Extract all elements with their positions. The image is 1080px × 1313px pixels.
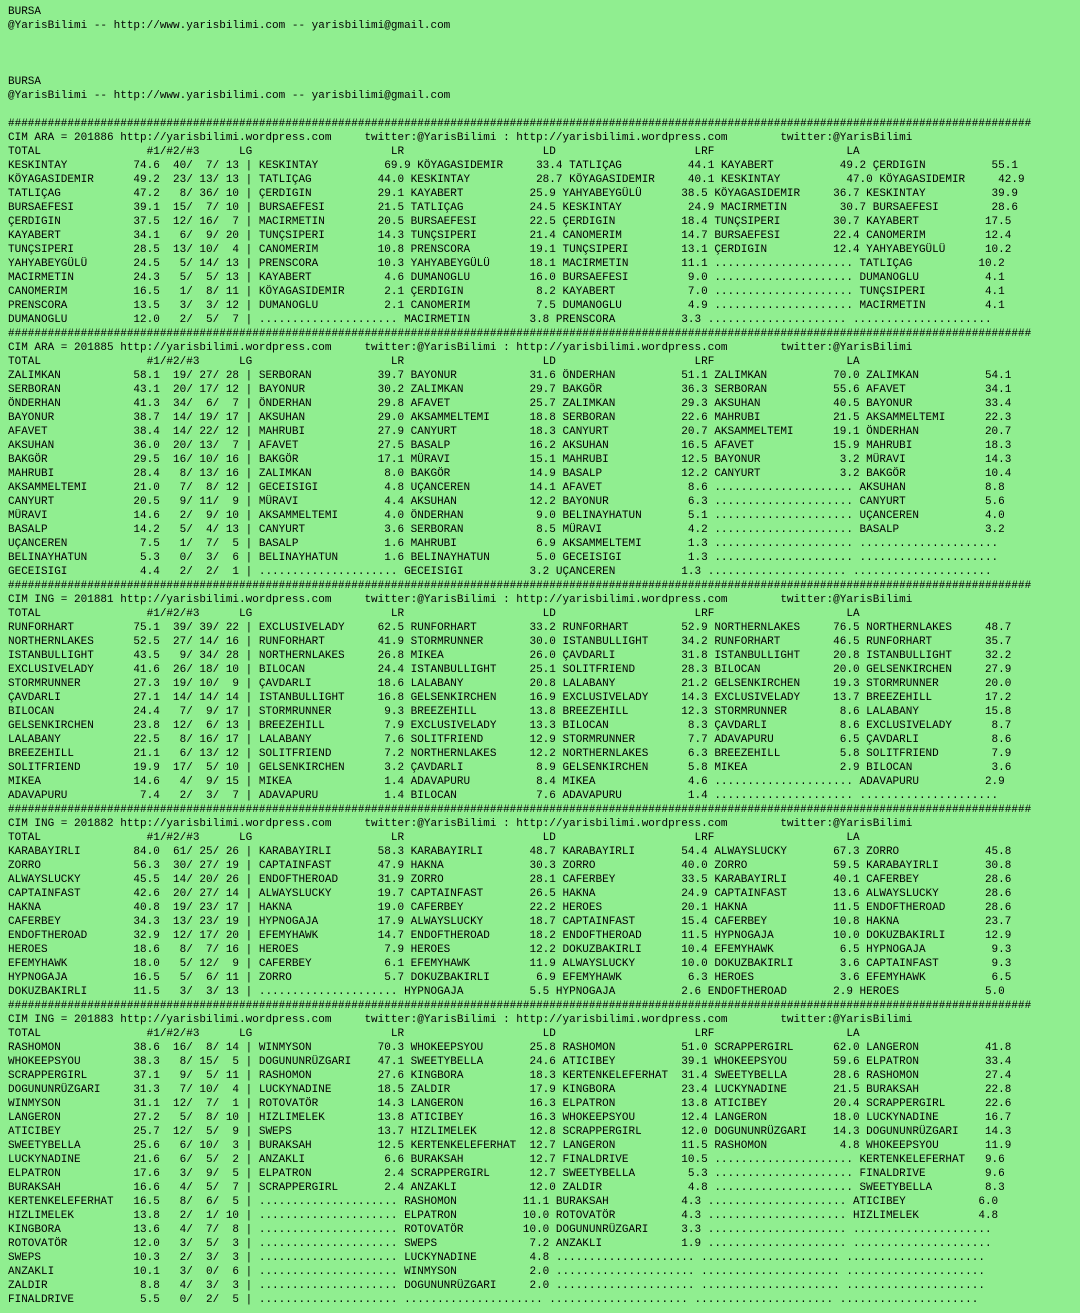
- report-line: AKSUHAN 36.0 20/ 13/ 7 | AFAVET 27.5 BASALP 16.2 AKSUHAN 16.5 AFAVET 15.9 MAHRUBI 18.3: [8, 440, 1012, 452]
- report-line: ANZAKLI 10.1 3/ 0/ 6 | ..................... WINMYSON 2.0 ..................... ..................... .....................: [8, 1266, 985, 1278]
- report-line: AKSAMMELTEMI 21.0 7/ 8/ 12 | GECEISIGI 4.8 UÇANCEREN 14.1 AFAVET 8.6 ..................... AKSUHAN 8.8: [8, 482, 1005, 494]
- report-line: ###########################################################################################################################################################: [8, 118, 1032, 130]
- report-line: EFEMYHAWK 18.0 5/ 12/ 9 | CAFERBEY 6.1 EFEMYHAWK 11.9 ALWAYSLUCKY 10.0 DOKUZBAKIRLI 3.6 CAPTAINFAST 9.3: [8, 958, 1012, 970]
- report-line: BAYONUR 38.7 14/ 19/ 17 | AKSUHAN 29.0 AKSAMMELTEMI 18.8 SERBORAN 22.6 MAHRUBI 21.5 AKSAMMELTEMI 22.3: [8, 412, 1012, 424]
- report-line: TOTAL #1/#2/#3 LG LR LD LRF LA: [8, 146, 860, 158]
- report-line: WINMYSON 31.1 12/ 7/ 1 | ROTOVATÖR 14.3 LANGERON 16.3 ELPATRON 13.8 ATICIBEY 20.4 SCRAPPERGIRL 22.6: [8, 1098, 1012, 1110]
- report-line: SCRAPPERGIRL 37.1 9/ 5/ 11 | RASHOMON 27.6 KINGBORA 18.3 KERTENKELEFERHAT 31.4 SWEETYBELLA 28.6 RASHOMON 27.4: [8, 1070, 1012, 1082]
- report-line: RASHOMON 38.6 16/ 8/ 14 | WINMYSON 70.3 WHOKEEPSYOU 25.8 RASHOMON 51.0 SCRAPPERGIRL 62.0 LANGERON 41.8: [8, 1042, 1012, 1054]
- report-line: SERBORAN 43.1 20/ 17/ 12 | BAYONUR 30.2 ZALIMKAN 29.7 BAKGÖR 36.3 SERBORAN 55.6 AFAVET 34.1: [8, 384, 1012, 396]
- report-line: NORTHERNLAKES 52.5 27/ 14/ 16 | RUNFORHART 41.9 STORMRUNNER 30.0 ISTANBULLIGHT 34.2 RUNFORHART 46.5 RUNFORHART 35.7: [8, 636, 1012, 648]
- report-line: BURAKSAH 16.6 4/ 5/ 7 | SCRAPPERGIRL 2.4 ANZAKLI 12.0 ZALDIR 4.8 ..................... SWEETYBELLA 8.3: [8, 1182, 1005, 1194]
- report-line: HEROES 18.6 8/ 7/ 16 | HEROES 7.9 HEROES 12.2 DOKUZBAKIRLI 10.4 EFEMYHAWK 6.5 HYPNOGAJA 9.3: [8, 944, 1012, 956]
- report-line: LANGERON 27.2 5/ 8/ 10 | HIZLIMELEK 13.8 ATICIBEY 16.3 WHOKEEPSYOU 12.4 LANGERON 18.0 LUCKYNADINE 16.7: [8, 1112, 1012, 1124]
- report-line: HAKNA 40.8 19/ 23/ 17 | HAKNA 19.0 CAFERBEY 22.2 HEROES 20.1 HAKNA 11.5 ENDOFTHEROAD 28.6: [8, 902, 1012, 914]
- report-line: BURSAEFESI 39.1 15/ 7/ 10 | BURSAEFESI 21.5 TATLIÇAG 24.5 KESKINTAY 24.9 MACIRMETIN 30.7 BURSAEFESI 28.6: [8, 202, 1018, 214]
- report-line: BURSA: [8, 76, 42, 88]
- report-line: CANYURT 20.5 9/ 11/ 9 | MÜRAVI 4.4 AKSUHAN 12.2 BAYONUR 6.3 ..................... CANYURT 5.6: [8, 496, 1005, 508]
- report-line: SOLITFRIEND 19.9 17/ 5/ 10 | GELSENKIRCHEN 3.2 ÇAVDARLI 8.9 GELSENKIRCHEN 5.8 MIKEA 2.9 BILOCAN 3.6: [8, 762, 1012, 774]
- report-line: ÖNDERHAN 41.3 34/ 6/ 7 | ÖNDERHAN 29.8 AFAVET 25.7 ZALIMKAN 29.3 AKSUHAN 40.5 BAYONUR 33.4: [8, 398, 1012, 410]
- report-line: TOTAL #1/#2/#3 LG LR LD LRF LA: [8, 832, 860, 844]
- report-line: BAKGÖR 29.5 16/ 10/ 16 | BAKGÖR 17.1 MÜRAVI 15.1 MAHRUBI 12.5 BAYONUR 3.2 MÜRAVI 14.3: [8, 454, 1012, 466]
- report-line: BREEZEHILL 21.1 6/ 13/ 12 | SOLITFRIEND 7.2 NORTHERNLAKES 12.2 NORTHERNLAKES 6.3 BREEZEHILL 5.8 SOLITFRIEND 7.9: [8, 748, 1012, 760]
- report-line: BASALP 14.2 5/ 4/ 13 | CANYURT 3.6 SERBORAN 8.5 MÜRAVI 4.2 ..................... BASALP 3.2: [8, 524, 1005, 536]
- report-line: [8, 47, 1080, 61]
- report-line: MACIRMETIN 24.3 5/ 5/ 13 | KAYABERT 4.6 DUMANOGLU 16.0 BURSAEFESI 9.0 ..................... DUMANOGLU 4.1: [8, 272, 1005, 284]
- report-line: ###########################################################################################################################################################: [8, 804, 1032, 816]
- report-line: DUMANOGLU 12.0 2/ 5/ 7 | ..................... MACIRMETIN 3.8 PRENSCORA 3.3 ..................... .....................: [8, 314, 992, 326]
- report-line: PRENSCORA 13.5 3/ 3/ 12 | DUMANOGLU 2.1 CANOMERIM 7.5 DUMANOGLU 4.9 ..................... MACIRMETIN 4.1: [8, 300, 1005, 312]
- report-line: YAHYABEYGÜLÜ 24.5 5/ 14/ 13 | PRENSCORA 10.3 YAHYABEYGÜLÜ 18.1 MACIRMETIN 11.1 ..................... TATLIÇAG 10.2: [8, 258, 1005, 270]
- report-line: @YarisBilimi -- http://www.yarisbilimi.com -- yarisbilimi@gmail.com: [8, 20, 451, 32]
- report-line: SWEPS 10.3 2/ 3/ 3 | ..................... LUCKYNADINE 4.8 ..................... ..................... .....................: [8, 1252, 985, 1264]
- report-line: MAHRUBI 28.4 8/ 13/ 16 | ZALIMKAN 8.0 BAKGÖR 14.9 BASALP 12.2 CANYURT 3.2 BAKGÖR 10.4: [8, 468, 1012, 480]
- report-line: STORMRUNNER 27.3 19/ 10/ 9 | ÇAVDARLI 18.6 LALABANY 20.8 LALABANY 21.2 GELSENKIRCHEN 19.3 STORMRUNNER 20.0: [8, 678, 1012, 690]
- report-line: ISTANBULLIGHT 43.5 9/ 34/ 28 | NORTHERNLAKES 26.8 MIKEA 26.0 ÇAVDARLI 31.8 ISTANBULLIGHT 20.8 ISTANBULLIGHT 32.2: [8, 650, 1012, 662]
- report-line: CIM ARA = 201885 http://yarisbilimi.wordpress.com twitter:@YarisBilimi : http://yarisbilimi.wordpress.com twitter:@YarisBilimi: [8, 342, 913, 354]
- report-line: KARABAYIRLI 84.0 61/ 25/ 26 | KARABAYIRLI 58.3 KARABAYIRLI 48.7 KARABAYIRLI 54.4 ALWAYSLUCKY 67.3 ZORRO 45.8: [8, 846, 1012, 858]
- report-line: HIZLIMELEK 13.8 2/ 1/ 10 | ..................... ELPATRON 10.0 ROTOVATÖR 4.3 ..................... HIZLIMELEK 4.8: [8, 1210, 999, 1222]
- report-line: TOTAL #1/#2/#3 LG LR LD LRF LA: [8, 356, 860, 368]
- report-line: CAFERBEY 34.3 13/ 23/ 19 | HYPNOGAJA 17.9 ALWAYSLUCKY 18.7 CAPTAINFAST 15.4 CAFERBEY 10.8 HAKNA 23.7: [8, 916, 1012, 928]
- report-line: ZORRO 56.3 30/ 27/ 19 | CAPTAINFAST 47.9 HAKNA 30.3 ZORRO 40.0 ZORRO 59.5 KARABAYIRLI 30.8: [8, 860, 1012, 872]
- report-line: CIM ING = 201883 http://yarisbilimi.wordpress.com twitter:@YarisBilimi : http://yarisbilimi.wordpress.com twitter:@YarisBilimi: [8, 1014, 913, 1026]
- report-line: TOTAL #1/#2/#3 LG LR LD LRF LA: [8, 608, 860, 620]
- report-line: ATICIBEY 25.7 12/ 5/ 9 | SWEPS 13.7 HIZLIMELEK 12.8 SCRAPPERGIRL 12.0 DOGUNUNRÜZGARI 14.3 DOGUNUNRÜZGARI 14.3: [8, 1126, 1012, 1138]
- report-line: MIKEA 14.6 4/ 9/ 15 | MIKEA 1.4 ADAVAPURU 8.4 MIKEA 4.6 ..................... ADAVAPURU 2.9: [8, 776, 1005, 788]
- report-line: MÜRAVI 14.6 2/ 9/ 10 | AKSAMMELTEMI 4.0 ÖNDERHAN 9.0 BELINAYHATUN 5.1 ..................... UÇANCEREN 4.0: [8, 510, 1005, 522]
- report-line: CIM ARA = 201886 http://yarisbilimi.wordpress.com twitter:@YarisBilimi : http://yarisbilimi.wordpress.com twitter:@YarisBilimi: [8, 132, 913, 144]
- report-line: ELPATRON 17.6 3/ 9/ 5 | ELPATRON 2.4 SCRAPPERGIRL 12.7 SWEETYBELLA 5.3 ..................... FINALDRIVE 9.6: [8, 1168, 1005, 1180]
- report-line: ZALDIR 8.8 4/ 3/ 3 | ..................... DOGUNUNRÜZGARI 2.0 ..................... ..................... .....................: [8, 1280, 985, 1292]
- report-line: RUNFORHART 75.1 39/ 39/ 22 | EXCLUSIVELADY 62.5 RUNFORHART 33.2 RUNFORHART 52.9 NORTHERNLAKES 76.5 NORTHERNLAKES 48.7: [8, 622, 1012, 634]
- report-line: ###########################################################################################################################################################: [8, 328, 1032, 340]
- report-line: KAYABERT 34.1 6/ 9/ 20 | TUNÇSIPERI 14.3 TUNÇSIPERI 21.4 CANOMERIM 14.7 BURSAEFESI 22.4 CANOMERIM 12.4: [8, 230, 1012, 242]
- report-line: KERTENKELEFERHAT 16.5 8/ 6/ 5 | ..................... RASHOMON 11.1 BURAKSAH 4.3 ..................... ATICIBEY 6.0: [8, 1196, 999, 1208]
- report-line: ###########################################################################################################################################################: [8, 1000, 1032, 1012]
- report-line: ###########################################################################################################################################################: [8, 580, 1032, 592]
- report-line: [8, 33, 1080, 47]
- report-line: EXCLUSIVELADY 41.6 26/ 18/ 10 | BILOCAN 24.4 ISTANBULLIGHT 25.1 SOLITFRIEND 28.3 BILOCAN 20.0 GELSENKIRCHEN 27.9: [8, 664, 1012, 676]
- report-line: ÇERDIGIN 37.5 12/ 16/ 7 | MACIRMETIN 20.5 BURSAEFESI 22.5 ÇERDIGIN 18.4 TUNÇSIPERI 30.7 KAYABERT 17.5: [8, 216, 1012, 228]
- report-line: TOTAL #1/#2/#3 LG LR LD LRF LA: [8, 1028, 860, 1040]
- report-line: GECEISIGI 4.4 2/ 2/ 1 | ..................... GECEISIGI 3.2 UÇANCEREN 1.3 ..................... .....................: [8, 566, 992, 578]
- report-line: ENDOFTHEROAD 32.9 12/ 17/ 20 | EFEMYHAWK 14.7 ENDOFTHEROAD 18.2 ENDOFTHEROAD 11.5 HYPNOGAJA 10.0 DOKUZBAKIRLI 12.9: [8, 930, 1012, 942]
- report-line: ALWAYSLUCKY 45.5 14/ 20/ 26 | ENDOFTHEROAD 31.9 ZORRO 28.1 CAFERBEY 33.5 KARABAYIRLI 40.1 CAFERBEY 28.6: [8, 874, 1012, 886]
- report-line: WHOKEEPSYOU 38.3 8/ 15/ 5 | DOGUNUNRÜZGARI 47.1 SWEETYBELLA 24.6 ATICIBEY 39.1 WHOKEEPSYOU 59.6 ELPATRON 33.4: [8, 1056, 1012, 1068]
- report-line: UÇANCEREN 7.5 1/ 7/ 5 | BASALP 1.6 MAHRUBI 6.9 AKSAMMELTEMI 1.3 ..................... .....................: [8, 538, 999, 550]
- report-line: AFAVET 38.4 14/ 22/ 12 | MAHRUBI 27.9 CANYURT 18.3 CANYURT 20.7 AKSAMMELTEMI 19.1 ÖNDERHAN 20.7: [8, 426, 1012, 438]
- report-line: [8, 103, 1080, 117]
- report-line: KESKINTAY 74.6 40/ 7/ 13 | KESKINTAY 69.9 KÖYAGASIDEMIR 33.4 TATLIÇAG 44.1 KAYABERT 49.2 ÇERDIGIN 55.1: [8, 160, 1018, 172]
- report-line: ÇAVDARLI 27.1 14/ 14/ 14 | ISTANBULLIGHT 16.8 GELSENKIRCHEN 16.9 EXCLUSIVELADY 14.3 EXCLUSIVELADY 13.7 BREEZEHILL 17.2: [8, 692, 1012, 704]
- report-line: DOGUNUNRÜZGARI 31.3 7/ 10/ 4 | LUCKYNADINE 18.5 ZALDIR 17.9 KINGBORA 23.4 LUCKYNADINE 21.5 BURAKSAH 22.8: [8, 1084, 1012, 1096]
- report-line: DOKUZBAKIRLI 11.5 3/ 3/ 13 | ..................... HYPNOGAJA 5.5 HYPNOGAJA 2.6 ENDOFTHEROAD 2.9 HEROES 5.0: [8, 986, 1005, 998]
- report-line: BELINAYHATUN 5.3 0/ 3/ 6 | BELINAYHATUN 1.6 BELINAYHATUN 5.0 GECEISIGI 1.3 ..................... .....................: [8, 552, 999, 564]
- report-line: HYPNOGAJA 16.5 5/ 6/ 11 | ZORRO 5.7 DOKUZBAKIRLI 6.9 EFEMYHAWK 6.3 HEROES 3.6 EFEMYHAWK 6.5: [8, 972, 1012, 984]
- report-line: CIM ING = 201881 http://yarisbilimi.wordpress.com twitter:@YarisBilimi : http://yarisbilimi.wordpress.com twitter:@YarisBilimi: [8, 594, 913, 606]
- report-line: SWEETYBELLA 25.6 6/ 10/ 3 | BURAKSAH 12.5 KERTENKELEFERHAT 12.7 LANGERON 11.5 RASHOMON 4.8 WHOKEEPSYOU 11.9: [8, 1140, 1012, 1152]
- report-line: BILOCAN 24.4 7/ 9/ 17 | STORMRUNNER 9.3 BREEZEHILL 13.8 BREEZEHILL 12.3 STORMRUNNER 8.6 LALABANY 15.8: [8, 706, 1012, 718]
- report-line: CANOMERIM 16.5 1/ 8/ 11 | KÖYAGASIDEMIR 2.1 ÇERDIGIN 8.2 KAYABERT 7.0 ..................... TUNÇSIPERI 4.1: [8, 286, 1005, 298]
- report-line: GELSENKIRCHEN 23.8 12/ 6/ 13 | BREEZEHILL 7.9 EXCLUSIVELADY 13.3 BILOCAN 8.3 ÇAVDARLI 8.6 EXCLUSIVELADY 8.7: [8, 720, 1012, 732]
- report-line: FINALDRIVE 5.5 0/ 2/ 5 | ..................... ..................... ..................... ..................... .....................: [8, 1294, 979, 1306]
- report-line: CAPTAINFAST 42.6 20/ 27/ 14 | ALWAYSLUCKY 19.7 CAPTAINFAST 26.5 HAKNA 24.9 CAPTAINFAST 13.6 ALWAYSLUCKY 28.6: [8, 888, 1012, 900]
- report-line: ADAVAPURU 7.4 2/ 3/ 7 | ADAVAPURU 1.4 BILOCAN 7.6 ADAVAPURU 1.4 ..................... .....................: [8, 790, 999, 802]
- report-line: @YarisBilimi -- http://www.yarisbilimi.com -- yarisbilimi@gmail.com: [8, 90, 451, 102]
- report-line: LUCKYNADINE 21.6 6/ 5/ 2 | ANZAKLI 6.6 BURAKSAH 12.7 FINALDRIVE 10.5 ..................... KERTENKELEFERHAT 9.6: [8, 1154, 1005, 1166]
- report-line: TATLIÇAG 47.2 8/ 36/ 10 | ÇERDIGIN 29.1 KAYABERT 25.9 YAHYABEYGÜLÜ 38.5 KÖYAGASIDEMIR 36.7 KESKINTAY 39.9: [8, 188, 1018, 200]
- report-line: LALABANY 22.5 8/ 16/ 17 | LALABANY 7.6 SOLITFRIEND 12.9 STORMRUNNER 7.7 ADAVAPURU 6.5 ÇAVDARLI 8.6: [8, 734, 1012, 746]
- report-line: ZALIMKAN 58.1 19/ 27/ 28 | SERBORAN 39.7 BAYONUR 31.6 ÖNDERHAN 51.1 ZALIMKAN 70.0 ZALIMKAN 54.1: [8, 370, 1012, 382]
- report-line: ROTOVATÖR 12.0 3/ 5/ 3 | ..................... SWEPS 7.2 ANZAKLI 1.9 ..................... .....................: [8, 1238, 992, 1250]
- report-line: [8, 61, 1080, 75]
- report-line: TUNÇSIPERI 28.5 13/ 10/ 4 | CANOMERIM 10.8 PRENSCORA 19.1 TUNÇSIPERI 13.1 ÇERDIGIN 12.4 YAHYABEYGÜLÜ 10.2: [8, 244, 1012, 256]
- report-line: CIM ING = 201882 http://yarisbilimi.wordpress.com twitter:@YarisBilimi : http://yarisbilimi.wordpress.com twitter:@YarisBilimi: [8, 818, 913, 830]
- report-line: KÖYAGASIDEMIR 49.2 23/ 13/ 13 | TATLIÇAG 44.0 KESKINTAY 28.7 KÖYAGASIDEMIR 40.1 KESKINTAY 47.0 KÖYAGASIDEMIR 42.9: [8, 174, 1025, 186]
- report-line: KINGBORA 13.6 4/ 7/ 8 | ..................... ROTOVATÖR 10.0 DOGUNUNRÜZGARI 3.3 ..................... .....................: [8, 1224, 992, 1236]
- report-line: BURSA: [8, 6, 42, 18]
